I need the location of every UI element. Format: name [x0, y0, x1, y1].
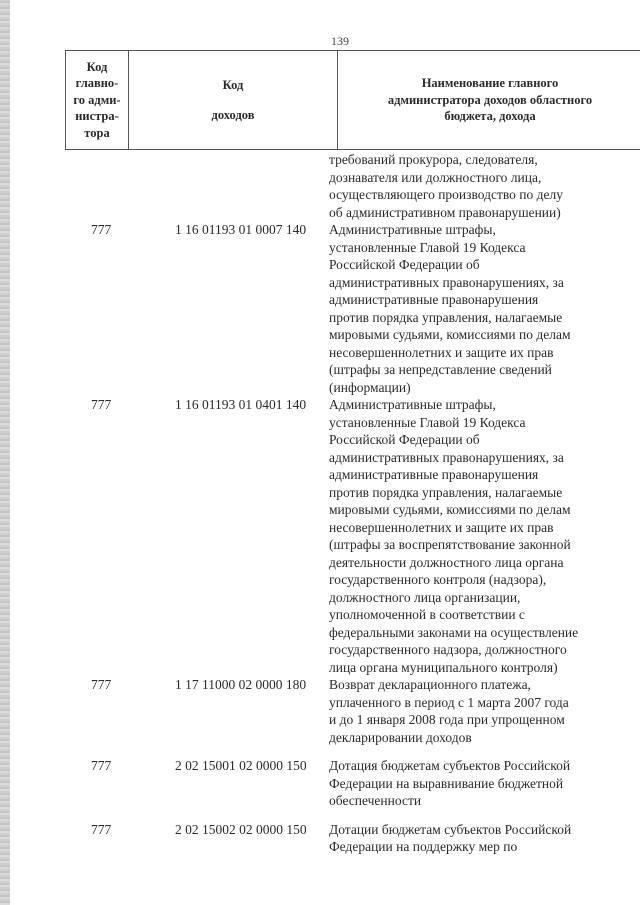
- name-line: федеральными законами на осуществление: [329, 624, 579, 640]
- name-line: Российской Федерации об: [329, 432, 480, 447]
- row-gap: [65, 746, 625, 757]
- name-line: осуществляющего производство по делу: [329, 187, 563, 202]
- scan-edge: [0, 0, 10, 905]
- header-name: Наименование главного администратора доходов областного бюджета, дохода: [338, 51, 640, 150]
- income-code-cell: 1 16 01193 01 0007 140: [175, 222, 307, 237]
- name-line: Российской Федерации об: [329, 257, 480, 272]
- name-line: декларировании доходов: [329, 729, 472, 745]
- name-line: мировыми судьями, комиссиями по делам: [329, 502, 571, 517]
- name-line: Возврат декларационного платежа,: [329, 677, 531, 692]
- admin-code-cell: [65, 151, 145, 221]
- income-code-cell: 1 16 01193 01 0401 140: [175, 397, 307, 412]
- table-row: [65, 757, 625, 810]
- name-line: государственного контроля (надзора),: [329, 572, 547, 587]
- name-line: деятельности должностного лица органа: [329, 554, 564, 570]
- name-line: Дотации бюджетам субъектов Российской: [329, 821, 572, 837]
- name-line: Федерации на выравнивание бюджетной: [329, 775, 564, 791]
- name-line: (информации): [329, 379, 411, 395]
- name-line: мировыми судьями, комиссиями по делам: [329, 327, 571, 342]
- table-row: [65, 676, 625, 746]
- table-header: [65, 50, 640, 150]
- name-line: и до 1 января 2008 года при упрощенном: [329, 712, 565, 727]
- name-line: против порядка управления, налагаемые: [329, 484, 563, 500]
- header-income-code: Код доходов: [129, 51, 338, 150]
- admin-code-cell: 777: [91, 677, 112, 692]
- name-line: Административные штрафы,: [329, 397, 496, 412]
- table-row: [65, 221, 625, 396]
- name-line: дознавателя или должностного лица,: [329, 169, 542, 185]
- income-name-cell: [325, 221, 625, 396]
- name-line: против порядка управления, налагаемые: [329, 309, 563, 325]
- name-line: несовершеннолетних и защите их прав: [329, 519, 554, 535]
- income-name-cell: [325, 151, 625, 221]
- table-row: [65, 396, 625, 676]
- name-line: (штрафы за непредставление сведений: [329, 362, 552, 377]
- name-line: Дотация бюджетам субъектов Российской: [329, 758, 571, 773]
- income-code-cell: 2 02 15001 02 0000 150: [175, 758, 307, 773]
- name-line: Федерации на поддержку мер по: [329, 839, 518, 854]
- name-line: должностного лица организации,: [329, 589, 521, 605]
- name-line: установленные Главой 19 Кодекса: [329, 239, 526, 255]
- name-line: требований прокурора, следователя,: [329, 152, 538, 167]
- table-row: [65, 151, 625, 221]
- name-line: (штрафы за воспрепятствование законной: [329, 537, 571, 552]
- admin-code-cell: 777: [91, 397, 112, 412]
- admin-code-cell: 777: [91, 758, 112, 773]
- name-line: уплаченного в период с 1 марта 2007 года: [329, 694, 569, 710]
- income-name-cell: [325, 757, 625, 810]
- name-line: об административном правонарушении): [329, 204, 561, 220]
- name-line: обеспеченности: [329, 793, 422, 808]
- income-name-cell: [325, 396, 625, 676]
- header-admin-code: Код главно- го адми- нистра- тора: [66, 51, 129, 150]
- name-line: административных правонарушениях, за: [329, 449, 564, 465]
- name-line: уполномоченной в соответствии с: [329, 607, 525, 622]
- name-line: государственного надзора, должностного: [329, 642, 567, 657]
- admin-code-cell: 777: [91, 821, 112, 837]
- income-code-cell: 2 02 15002 02 0000 150: [175, 821, 307, 837]
- income-code-cell: [145, 151, 325, 221]
- name-line: установленные Главой 19 Кодекса: [329, 414, 526, 430]
- name-line: лица органа муниципального контроля): [329, 659, 558, 675]
- table-row: [65, 821, 625, 856]
- name-line: административные правонарушения: [329, 467, 539, 482]
- income-name-cell: [325, 821, 625, 856]
- name-line: административные правонарушения: [329, 292, 539, 307]
- row-gap: [65, 810, 625, 821]
- income-name-cell: [325, 676, 625, 746]
- name-line: Административные штрафы,: [329, 222, 496, 237]
- admin-code-cell: 777: [91, 222, 112, 237]
- income-code-cell: 1 17 11000 02 0000 180: [175, 677, 307, 692]
- page-number: 139: [331, 34, 349, 48]
- name-line: несовершеннолетних и защите их прав: [329, 344, 554, 360]
- name-line: административных правонарушениях, за: [329, 274, 564, 290]
- table-body: [65, 151, 625, 856]
